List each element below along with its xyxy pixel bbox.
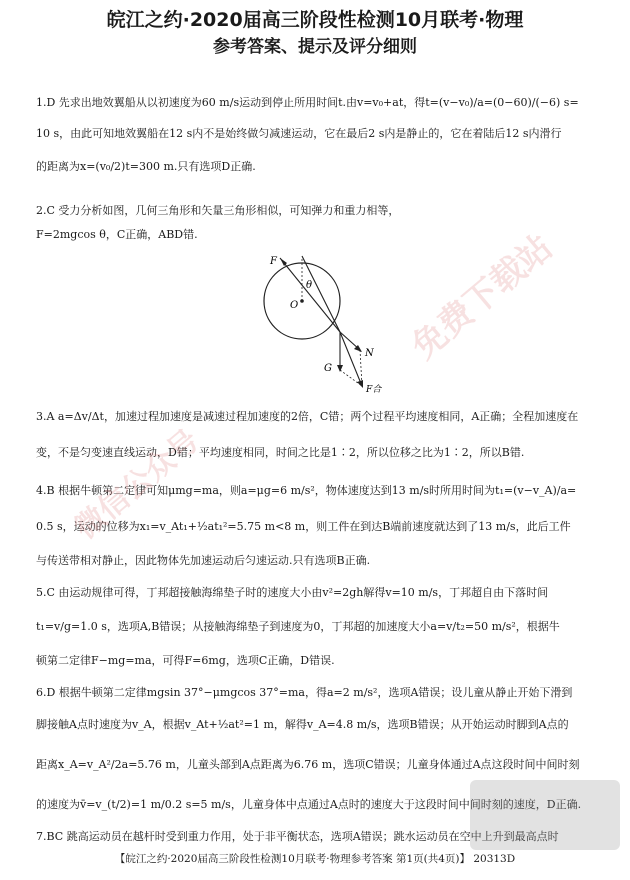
- answer-4-line-2: 0.5 s，运动的位移为x₁=v_At₁+½at₁²=5.75 m<8 m，则工件在到达B端前速度就达到了13 m/s，此后工件: [36, 520, 571, 533]
- diagram-label-n: N: [365, 348, 374, 359]
- diagram-label-o: O: [290, 300, 299, 311]
- answer-3-line-1: 3.A a=Δv/Δt，加速过程加速度是减速过程加速度的2倍，C错；两个过程平均速度相同，A正确；全程加速度在: [36, 410, 579, 423]
- diagram-rope-line: [302, 256, 340, 332]
- answer-5-line-1: 5.C 由运动规律可得，丁邦超接触海绵垫子时的速度大小由v²=2gh解得v=10 m/s，丁邦超自由下落时间: [36, 586, 549, 599]
- answer-7-line-1: 7.BC 跳高运动员在越杆时受到重力作用，处于非平衡状态，选项A错误；跳水运动员在空中上升到最高点时: [36, 830, 559, 843]
- answer-1-line-3: 的距离为x=(v₀/2)t=300 m.只有选项D正确.: [36, 160, 256, 173]
- corner-logo-watermark: [470, 780, 620, 850]
- diagram-label-resultant: F合: [366, 385, 382, 395]
- watermark-site: 免费下载站: [404, 227, 561, 368]
- diagram-label-f: F: [270, 256, 277, 267]
- diagram-gravity-arrow: [337, 365, 343, 372]
- force-diagram: [252, 246, 392, 396]
- answer-2-line-1: 2.C 受力分析如图，几何三角形和矢量三角形相似，可知弹力和重力相等，: [36, 204, 400, 217]
- answer-3-line-2: 变，不是匀变速直线运动，D错；平均速度相同，时间之比是1∶2，所以位移之比为1∶2，所以B错.: [36, 446, 525, 459]
- page-subtitle: 参考答案、提示及评分细则: [213, 37, 417, 57]
- diagram-force-f-line: [280, 258, 340, 332]
- diagram-resultant-arrow: [357, 380, 363, 388]
- answer-6-line-3: 距离x_A=v_A²/2a=5.76 m，儿童头部到A点距离为6.76 m，选项C错误；儿童身体通过A点这段时间中间时刻: [36, 758, 580, 771]
- answer-4-line-3: 与传送带相对静止，因此物体先加速运动后匀速运动.只有选项B正确.: [36, 554, 371, 567]
- answer-2-line-2: F=2mgcos θ，C正确，ABD错.: [36, 228, 198, 241]
- answer-5-line-2: t₁=v/g=1.0 s，选项A,B错误；从接触海绵垫子到速度为0，丁邦超的加速度大小a=v/t₂=50 m/s²，根据牛: [36, 620, 560, 633]
- answer-6-line-2: 脚接触A点时速度为v_A，根据v_At+½at²=1 m，解得v_A=4.8 m/s，选项B错误；从开始运动时脚到A点的: [36, 718, 569, 731]
- diagram-label-g: G: [324, 363, 332, 374]
- page-title: 皖江之约·2020届高三阶段性检测10月联考·物理: [106, 9, 524, 31]
- answer-1-line-1: 1.D 先求出地效翼船从以初速度为60 m/s运动到停止所用时间t.由v=v₀+at，得t=(v−v₀)/a=(0−60)/(−6) s=: [36, 96, 579, 109]
- diagram-label-theta: θ: [306, 280, 313, 291]
- page-footer: 【皖江之约·2020届高三阶段性检测10月联考·物理参考答案 第1页(共4页)】 20313D: [114, 853, 516, 865]
- answer-4-line-1: 4.B 根据牛顿第二定律可知μmg=ma，则a=μg=6 m/s²，物体速度达到13 m/s时所用时间为t₁=(v−v_A)/a=: [36, 484, 577, 497]
- watermark-wechat: 微信公众号: [68, 423, 206, 547]
- answer-6-line-1: 6.D 根据牛顿第二定律mgsin 37°−μmgcos 37°=ma，得a=2 m/s²，选项A错误；设儿童从静止开始下滑到: [36, 686, 573, 699]
- answer-5-line-3: 顿第二定律F−mg=ma，可得F=6mg，选项C正确，D错误.: [36, 654, 335, 667]
- answer-6-line-4: 的速度为v̄=v_(t/2)=1 m/0.2 s=5 m/s，儿童身体中点通过A点时的速度大于这段时间中间时刻的速度，D正确.: [36, 798, 582, 811]
- answer-1-line-2: 10 s，由此可知地效翼船在12 s内不是始终做匀减速运动，它在最后2 s内是静止的，它在着陆后12 s内滑行: [36, 127, 562, 140]
